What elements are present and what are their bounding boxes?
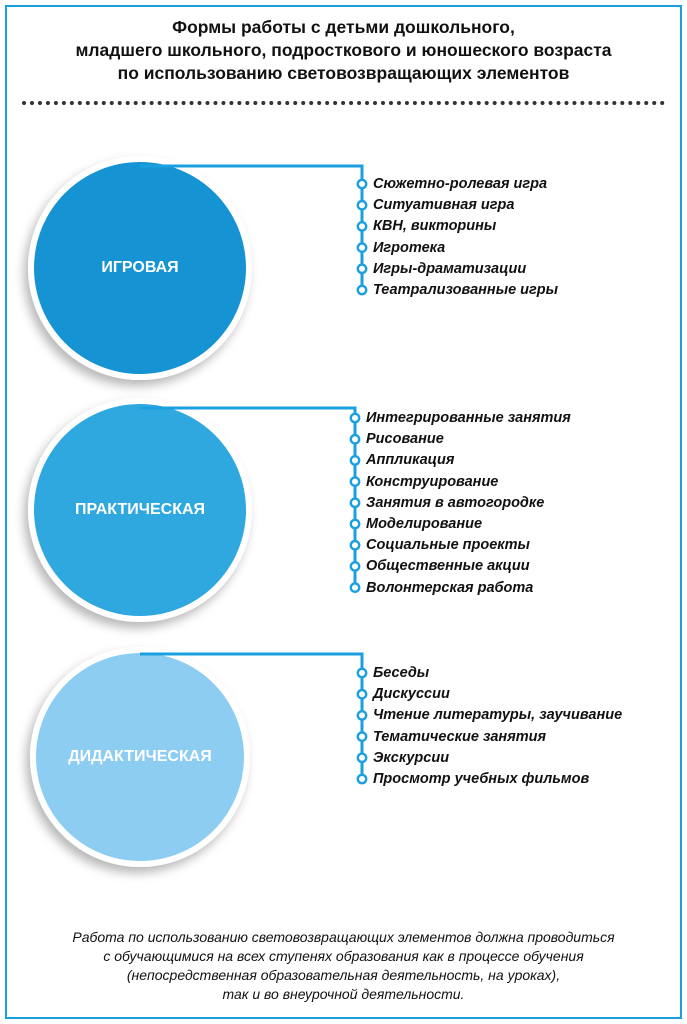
category-label: ИГРОВАЯ (101, 259, 179, 276)
bullet-dot (358, 669, 366, 677)
bullet-dot (358, 732, 366, 740)
list-item: Тематические занятия (373, 728, 547, 745)
bullet-dot (351, 414, 359, 422)
bullet-dot (358, 180, 366, 188)
footer-note (20, 928, 667, 1004)
bullet-dot (351, 541, 359, 549)
bullet-dot (358, 754, 366, 762)
list-item: Конструирование (366, 473, 499, 490)
list-item: Аппликация (366, 452, 455, 469)
list-item: Сюжетно-ролевая игра (373, 176, 548, 192)
bullet-dot (358, 286, 366, 294)
bullet-dot (358, 265, 366, 273)
bullet-dot (358, 201, 366, 209)
list-item: Ситуативная игра (373, 197, 515, 214)
title-line: Формы работы с детьми дошкольного, (172, 17, 515, 37)
bullet-dot (351, 477, 359, 485)
category-label: ПРАКТИЧЕСКАЯ (74, 501, 206, 518)
list-item: Чтение литературы, заучивание (373, 707, 623, 724)
title-line: по использованию световозвращающих элементов (117, 63, 570, 83)
footer-line: Работа по использованию световозвращающих элементов должна проводиться (72, 929, 615, 945)
list-item: Моделирование (366, 516, 483, 532)
bullet-dot (358, 711, 366, 719)
bullet-dot (358, 690, 366, 698)
footer-line: с обучающимися на всех ступенях образования как в процессе обучения (103, 948, 584, 964)
bullet-dot (358, 222, 366, 230)
footer-line: так и во внеурочной деятельности. (222, 986, 465, 1002)
category-label: ДИДАКТИЧЕСКАЯ (68, 748, 212, 765)
list-item: Дискуссии (373, 686, 450, 703)
list-item: Игры-драматизации (373, 260, 527, 277)
list-item: Волонтерская работа (366, 579, 534, 596)
list-item: Интегрированные занятия (366, 410, 571, 426)
bullet-dot (351, 583, 359, 591)
list-item: Общественные акции (366, 558, 530, 575)
list-item: КВН, викторины (373, 218, 497, 235)
bullet-dot (351, 562, 359, 570)
bullet-dot (351, 456, 359, 464)
list-item: Игротека (373, 239, 446, 256)
list-item: Занятия в автогородке (366, 494, 545, 511)
footer-line: (непосредственная образовательная деятельность, на уроках), (126, 967, 561, 983)
list-item: Рисование (366, 431, 444, 448)
bullet-dot (351, 499, 359, 507)
bullet-dot (351, 520, 359, 528)
bullet-dot (358, 243, 366, 251)
list-item: Просмотр учебных фильмов (373, 771, 590, 787)
bullet-dot (358, 775, 366, 783)
list-item: Экскурсии (373, 749, 450, 766)
list-item: Беседы (373, 665, 430, 681)
list-item: Социальные проекты (366, 537, 530, 554)
bullet-dot (351, 435, 359, 443)
list-item: Театрализованные игры (373, 282, 559, 298)
title-line: младшего школьного, подросткового и юношеского возраста (75, 40, 612, 60)
